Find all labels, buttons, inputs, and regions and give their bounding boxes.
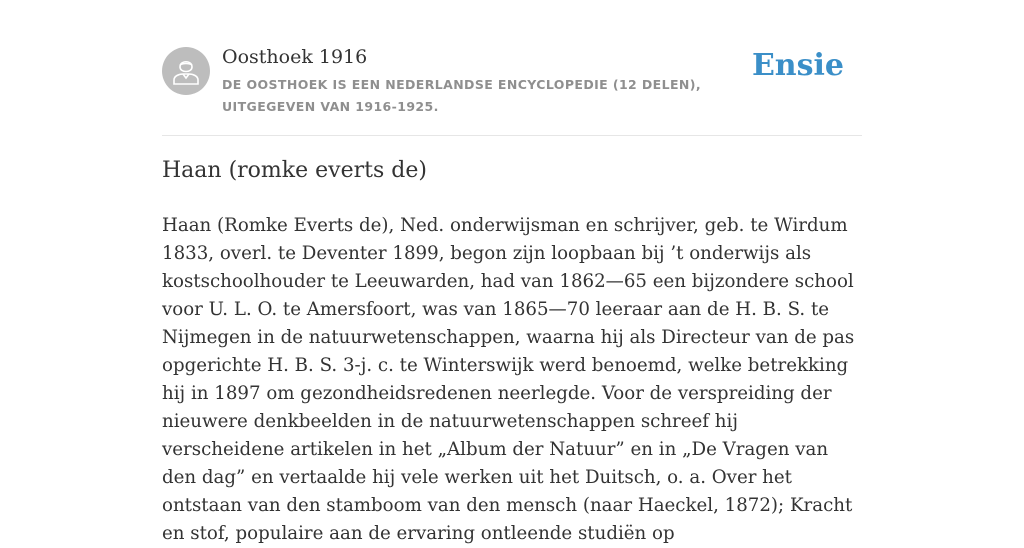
user-icon (162, 47, 210, 95)
article-title: Haan (romke everts de) (162, 158, 427, 183)
source-name[interactable]: Oosthoek 1916 (222, 46, 368, 68)
brand-logo[interactable]: Ensie (751, 48, 844, 83)
source-header (162, 44, 862, 136)
source-avatar[interactable] (162, 47, 210, 95)
article-body: Haan (Romke Everts de), Ned. onderwijsman en schrijver, geb. te Wirdum 1833, overl. te Deventer 1899, begon zijn loopbaan bij ’t onderwijs als kostschoolhouder te Leeuwarden, had van 1862—65 een bijzondere school voor U. L. O. te Amersfoort, was van 1865—70 leeraar aan de H. B. S. te Nijmegen in de natuurwetenschappen, waarna hij als Directeur van de pas opgerichte H. B. S. 3-j. c. te Winterswijk werd benoemd, welke betrekking hij in 1897 om gezondheidsredenen neerlegde. Voor de verspreiding der nieuwere denkbeelden in de natuurwetenschappen schreef hij verscheidene artikelen in het „Album der Natuur” en in „De Vragen van den dag” en vertaalde hij vele werken uit het Duitsch, o. a. Over het ontstaan van den stamboom van den mensch (naar Haeckel, 1872); Kracht en stof, populaire aan de ervaring ontleende studiën op (162, 215, 855, 544)
source-description: DE OOSTHOEK IS EEN NEDERLANDSE ENCYCLOPEDIE (12 DELEN), UITGEGEVEN VAN 1916-1925. (222, 77, 702, 114)
